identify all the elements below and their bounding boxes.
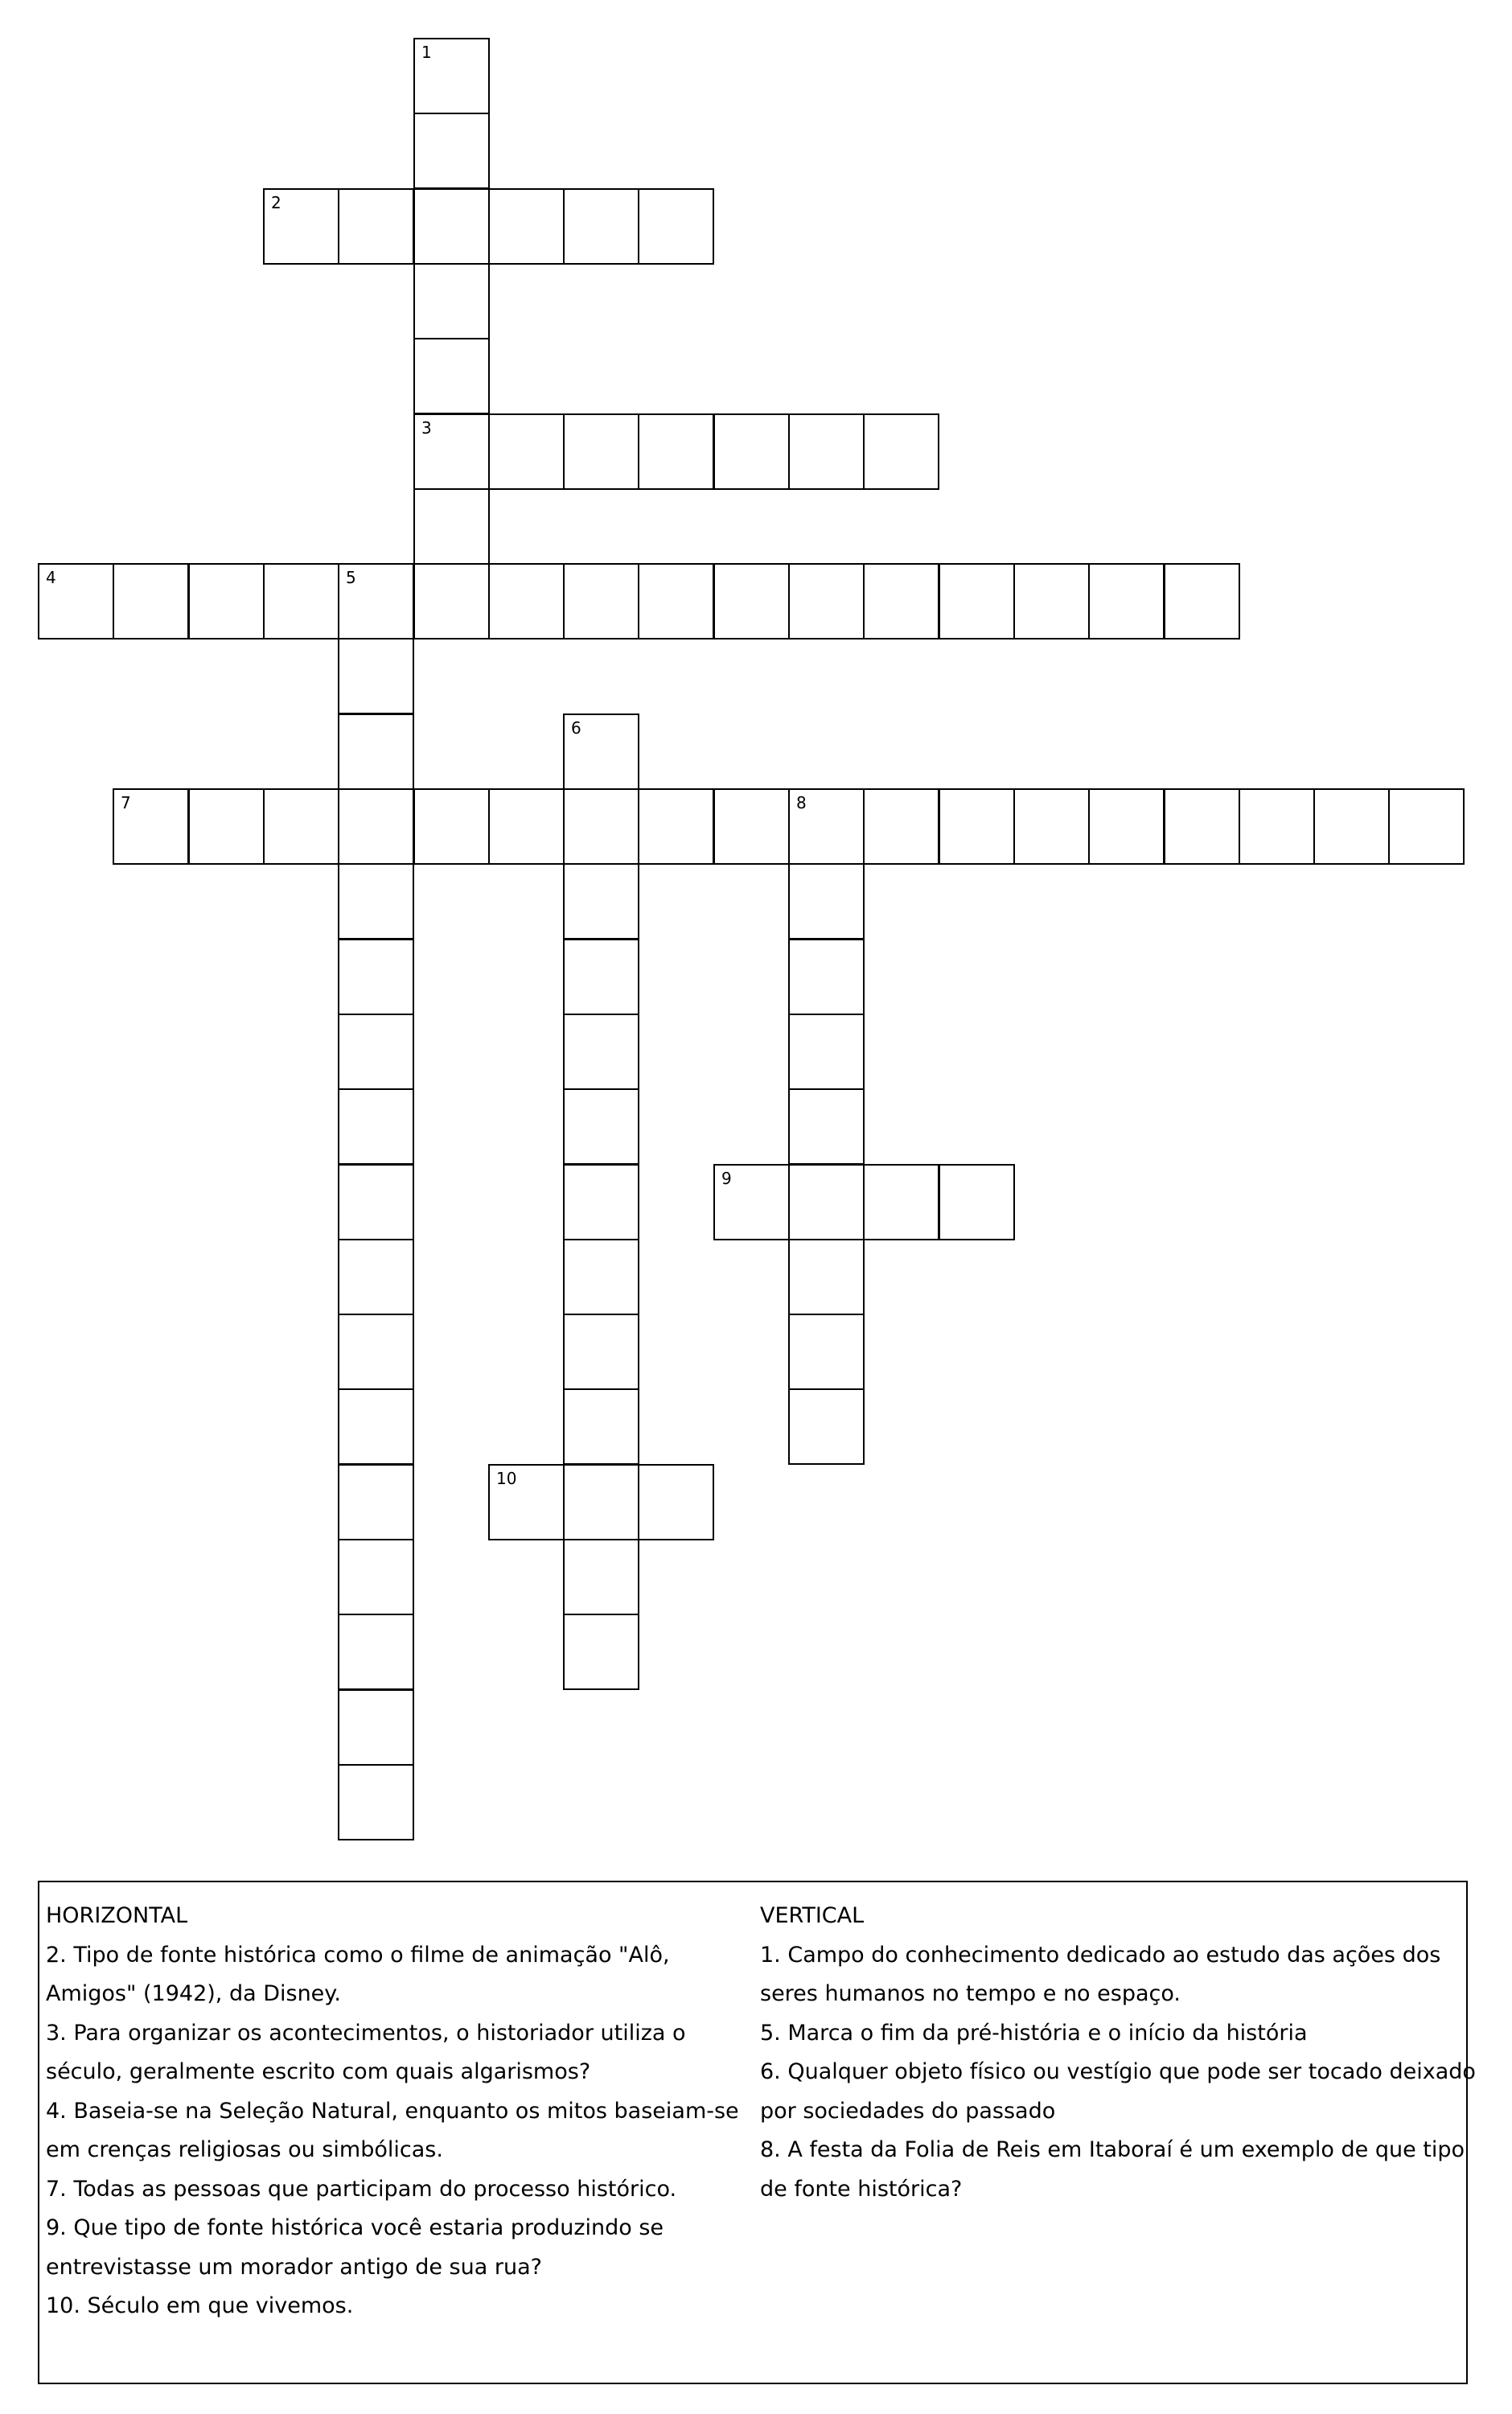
crossword-cell[interactable] (788, 939, 865, 1015)
crossword-cell[interactable] (713, 788, 790, 865)
crossword-cell[interactable] (113, 563, 189, 639)
crossword-cell[interactable] (563, 1088, 639, 1165)
clue-line: 6. Qualquer objeto físico ou vestígio que pode ser tocado deixado (760, 2059, 1476, 2084)
crossword-cell[interactable] (1088, 788, 1165, 865)
crossword-cell[interactable] (638, 1464, 714, 1540)
crossword-cell[interactable] (563, 714, 639, 790)
crossword-cell[interactable] (563, 1464, 639, 1540)
crossword-cell[interactable] (563, 1314, 639, 1390)
crossword-cell[interactable] (863, 413, 939, 490)
crossword-cell[interactable] (563, 1388, 639, 1465)
crossword-cell[interactable] (788, 563, 865, 639)
crossword-cell[interactable] (1013, 563, 1090, 639)
clue-line: em crenças religiosas ou simbólicas. (46, 2137, 443, 2162)
clue-line: 5. Marca o fim da pré-história e o início da história (760, 2020, 1308, 2046)
crossword-cell[interactable] (338, 1614, 414, 1690)
crossword-cell[interactable] (788, 1388, 865, 1465)
clue-line: século, geralmente escrito com quais algarismos? (46, 2059, 591, 2084)
crossword-cell[interactable] (413, 38, 490, 114)
crossword-cell[interactable] (563, 1614, 639, 1690)
crossword-cell[interactable] (338, 1388, 414, 1465)
crossword-cell[interactable] (563, 1539, 639, 1615)
crossword-cell[interactable] (413, 113, 490, 189)
crossword-cell[interactable] (338, 939, 414, 1015)
clue-number: 8 (796, 793, 807, 812)
crossword-cell[interactable] (338, 1689, 414, 1766)
crossword-cell[interactable] (563, 1164, 639, 1240)
crossword-cell[interactable] (338, 1464, 414, 1540)
crossword-cell[interactable] (488, 413, 565, 490)
crossword-cell[interactable] (338, 1164, 414, 1240)
crossword-cell[interactable] (1013, 788, 1090, 865)
crossword-cell[interactable] (1164, 563, 1240, 639)
crossword-cell[interactable] (188, 563, 265, 639)
crossword-cell[interactable] (413, 188, 490, 265)
clue-line: Amigos" (1942), da Disney. (46, 1981, 342, 2006)
crossword-cell[interactable] (638, 188, 714, 265)
crossword-cell[interactable] (638, 413, 714, 490)
crossword-cell[interactable] (413, 338, 490, 414)
crossword-cell[interactable] (563, 939, 639, 1015)
crossword-cell[interactable] (638, 788, 714, 865)
clue-number: 5 (346, 568, 356, 587)
vertical-heading: VERTICAL (760, 1903, 865, 1928)
crossword-cell[interactable] (338, 188, 414, 265)
clue-line: 8. A festa da Folia de Reis em Itaboraí é um exemplo de que tipo (760, 2137, 1465, 2162)
clue-line: seres humanos no tempo e no espaço. (760, 1981, 1181, 2006)
crossword-cell[interactable] (338, 1014, 414, 1090)
vertical-clues (760, 1897, 1476, 2209)
crossword-cell[interactable] (1239, 788, 1315, 865)
clue-line: 10. Século em que vivemos. (46, 2293, 354, 2318)
clue-number: 4 (46, 568, 56, 587)
crossword-cell[interactable] (338, 1314, 414, 1390)
crossword-cell[interactable] (488, 788, 565, 865)
crossword-cell[interactable] (113, 788, 189, 865)
crossword-cell[interactable] (338, 1764, 414, 1840)
crossword-cell[interactable] (788, 413, 865, 490)
clue-line: 2. Tipo de fonte histórica como o filme de animação "Alô, (46, 1942, 670, 1968)
crossword-cell[interactable] (1388, 788, 1465, 865)
crossword-cell[interactable] (413, 563, 490, 639)
clue-line: entrevistasse um morador antigo de sua rua? (46, 2254, 542, 2280)
crossword-cell[interactable] (788, 1014, 865, 1090)
crossword-cell[interactable] (563, 863, 639, 940)
crossword-cell[interactable] (788, 1314, 865, 1390)
clue-number: 7 (121, 793, 131, 812)
crossword-cell[interactable] (863, 563, 939, 639)
crossword-cell[interactable] (338, 788, 414, 865)
clue-number: 2 (271, 193, 281, 212)
crossword-cell[interactable] (788, 1239, 865, 1315)
crossword-cell[interactable] (563, 413, 639, 490)
crossword-cell[interactable] (939, 563, 1015, 639)
clue-line: 7. Todas as pessoas que participam do processo histórico. (46, 2176, 677, 2202)
crossword-cell[interactable] (338, 714, 414, 790)
crossword-cell[interactable] (563, 788, 639, 865)
crossword-cell[interactable] (263, 563, 339, 639)
clue-line: 1. Campo do conhecimento dedicado ao estudo das ações dos (760, 1942, 1441, 1968)
crossword-cell[interactable] (563, 188, 639, 265)
crossword-cell[interactable] (413, 413, 490, 490)
crossword-cell[interactable] (38, 563, 114, 639)
crossword-cell[interactable] (338, 638, 414, 714)
crossword-cell[interactable] (563, 1014, 639, 1090)
clue-line: 3. Para organizar os acontecimentos, o historiador utiliza o (46, 2020, 686, 2046)
crossword-cell[interactable] (563, 1239, 639, 1315)
clue-number: 9 (721, 1169, 732, 1188)
crossword-cell[interactable] (263, 188, 339, 265)
crossword-cell[interactable] (939, 1164, 1015, 1240)
crossword-cell[interactable] (939, 788, 1015, 865)
crossword-cell[interactable] (638, 563, 714, 639)
clue-number: 10 (496, 1469, 517, 1488)
horizontal-heading: HORIZONTAL (46, 1903, 188, 1928)
crossword-cell[interactable] (788, 1164, 865, 1240)
crossword-cell[interactable] (188, 788, 265, 865)
clues-box (38, 1881, 1476, 2384)
clue-line: 9. Que tipo de fonte histórica você estaria produzindo se (46, 2215, 664, 2240)
clue-number: 1 (421, 43, 432, 62)
crossword-cell[interactable] (863, 1164, 939, 1240)
crossword-cell[interactable] (713, 563, 790, 639)
crossword-cell[interactable] (863, 788, 939, 865)
crossword-cell[interactable] (488, 563, 565, 639)
crossword-cell[interactable] (563, 563, 639, 639)
crossword-cell[interactable] (338, 563, 414, 639)
clue-line: 4. Baseia-se na Seleção Natural, enquanto os mitos baseiam-se (46, 2098, 739, 2124)
crossword-cell[interactable] (788, 788, 865, 865)
crossword-cell[interactable] (338, 1088, 414, 1165)
crossword-cell[interactable] (413, 788, 490, 865)
crossword-cell[interactable] (1164, 788, 1240, 865)
clue-line: por sociedades do passado (760, 2098, 1056, 2124)
crossword-cell[interactable] (488, 1464, 565, 1540)
crossword-cell[interactable] (338, 1239, 414, 1315)
crossword-cell[interactable] (338, 863, 414, 940)
crossword-cell[interactable] (1088, 563, 1165, 639)
crossword-cell[interactable] (263, 788, 339, 865)
crossword-cell[interactable] (338, 1539, 414, 1615)
crossword-cell[interactable] (1313, 788, 1390, 865)
horizontal-clues (46, 1897, 746, 2326)
crossword-cell[interactable] (788, 863, 865, 940)
clue-line: de fonte histórica? (760, 2176, 963, 2202)
crossword-cell[interactable] (713, 413, 790, 490)
crossword-cell[interactable] (788, 1088, 865, 1165)
clue-number: 6 (571, 718, 581, 738)
crossword-cell[interactable] (488, 188, 565, 265)
crossword-cell[interactable] (413, 263, 490, 339)
clue-number: 3 (421, 418, 432, 438)
crossword-cell[interactable] (413, 488, 490, 565)
crossword-cell[interactable] (713, 1164, 790, 1240)
